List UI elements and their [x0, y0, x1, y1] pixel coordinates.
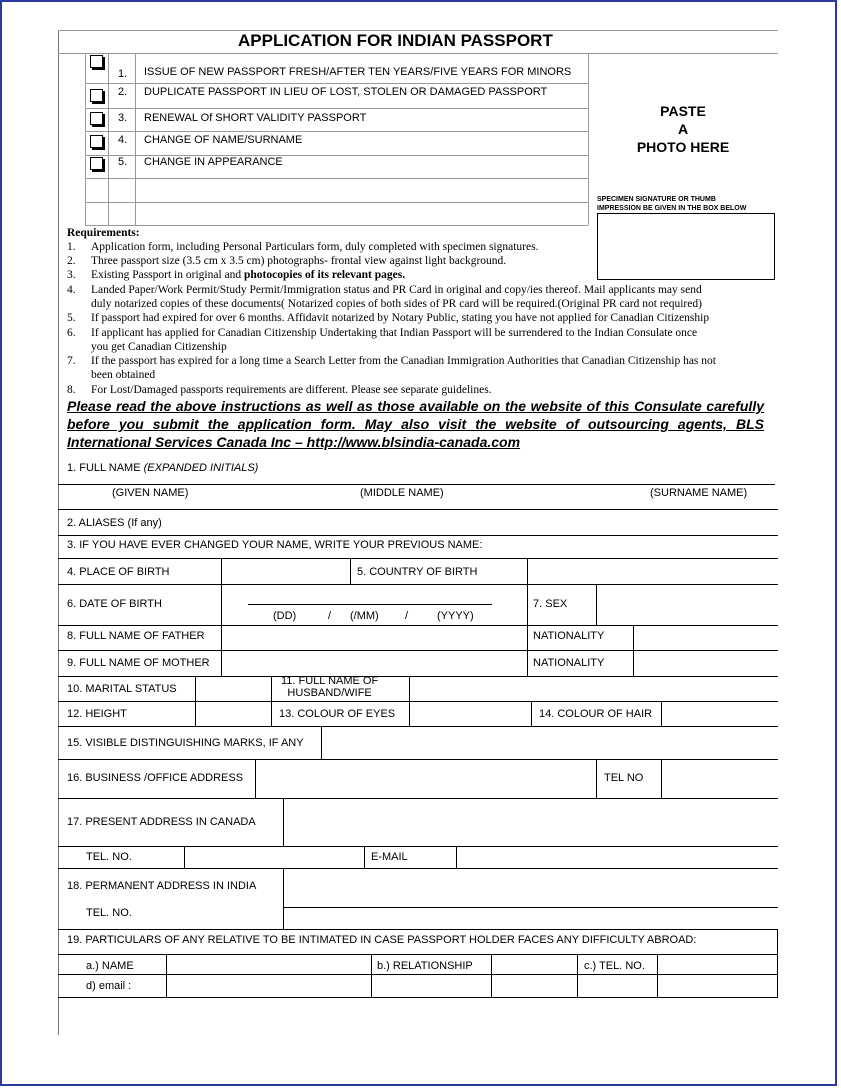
height-field[interactable]	[196, 702, 271, 726]
requirements-heading: Requirements:	[67, 227, 140, 239]
mother-nationality-field[interactable]	[634, 651, 776, 676]
sex-label: 7. SEX	[533, 598, 568, 610]
father-nationality-field[interactable]	[634, 626, 776, 650]
title-bottom-rule	[58, 53, 778, 54]
req-4-num: 4.	[67, 284, 76, 296]
req-3-num: 3.	[67, 269, 76, 281]
req-1-text: Application form, including Personal Particulars form, duly completed with specimen signatures.	[91, 241, 539, 253]
req-8-text: For Lost/Damaged passports requirements are different. Please see separate guidelines.	[91, 384, 492, 396]
option-5-number: 5.	[118, 156, 128, 168]
mother-label: 9. FULL NAME OF MOTHER	[67, 657, 210, 669]
option-1-checkbox[interactable]	[90, 55, 103, 68]
req-2-text: Three passport size (3.5 cm x 3.5 cm) photographs- frontal view against light background.	[91, 255, 507, 267]
business-tel-label: TEL NO	[604, 772, 644, 784]
dob-label: 6. DATE OF BIRTH	[67, 598, 162, 610]
business-tel-field[interactable]	[662, 760, 776, 798]
present-address-label: 17. PRESENT ADDRESS IN CANADA	[67, 816, 256, 828]
sex-field[interactable]	[597, 585, 776, 625]
permanent-address-label: 18. PERMANENT ADDRESS IN INDIA	[67, 880, 257, 892]
mother-name-field[interactable]	[222, 651, 527, 676]
marital-status-label: 10. MARITAL STATUS	[67, 683, 177, 695]
option-4-checkbox[interactable]	[90, 135, 103, 148]
eye-colour-label: 13. COLOUR OF EYES	[279, 708, 396, 720]
notice-line-2: before you submit the application form. May also visit the website of outsourcing agents, BLS	[67, 416, 764, 432]
req-7-num: 7.	[67, 355, 76, 367]
req-6-num: 6.	[67, 327, 76, 339]
option-2-checkbox[interactable]	[90, 89, 103, 102]
relative-name-label: a.) NAME	[86, 960, 134, 972]
option-3-checkbox[interactable]	[90, 112, 103, 125]
father-label: 8. FULL NAME OF FATHER	[67, 630, 205, 642]
req-4-cont: duly notarized copies of these documents( Notarized copies of both sides of PR card will be required.(Original PR card not required)	[91, 298, 702, 310]
relative-name-field[interactable]	[167, 955, 371, 974]
relative-email-label: d) email :	[86, 980, 132, 992]
middle-name-caption: (MIDDLE NAME)	[360, 487, 444, 499]
req-6-cont: you get Canadian Citizenship	[91, 341, 227, 353]
option-3-label: RENEWAL Of SHORT VALIDITY PASSPORT	[144, 112, 367, 124]
req-3-text: Existing Passport in original and photocopies of its relevant pages.	[91, 269, 406, 281]
notice-line-3: International Services Canada Inc – http://www.blsindia-canada.com	[67, 434, 521, 450]
given-name-caption: (GIVEN NAME)	[112, 487, 189, 499]
form-title: APPLICATION FOR INDIAN PASSPORT	[238, 31, 553, 50]
email-field[interactable]	[457, 847, 776, 868]
relative-email-field[interactable]	[167, 975, 776, 997]
option-4-number: 4.	[118, 134, 128, 146]
dob-year-caption: (YYYY)	[437, 610, 474, 622]
relative-relationship-label: b.) RELATIONSHIP	[377, 960, 473, 972]
relative-label: 19. PARTICULARS OF ANY RELATIVE TO BE INTIMATED IN CASE PASSPORT HOLDER FACES ANY DIFFICULTY ABROAD:	[67, 934, 697, 946]
signature-box[interactable]	[597, 213, 775, 280]
marks-label: 15. VISIBLE DISTINGUISHING MARKS, IF ANY	[67, 737, 304, 749]
full-name-label: 1. FULL NAME (EXPANDED INITIALS)	[67, 462, 259, 474]
email-label: E-MAIL	[371, 851, 408, 863]
marital-status-field[interactable]	[196, 677, 271, 701]
relative-tel-label: c.) TEL. NO.	[584, 960, 645, 972]
marks-field[interactable]	[322, 727, 776, 759]
req-2-num: 2.	[67, 255, 76, 267]
relative-relationship-field[interactable]	[492, 955, 577, 974]
option-2-label: DUPLICATE PASSPORT IN LIEU OF LOST, STOLEN OR DAMAGED PASSPORT	[144, 86, 548, 98]
full-name-line[interactable]	[58, 484, 775, 485]
spouse-name-field[interactable]	[410, 677, 776, 701]
father-name-field[interactable]	[222, 626, 527, 650]
option-4-label: CHANGE OF NAME/SURNAME	[144, 134, 303, 146]
dob-slash-2: /	[405, 610, 409, 622]
req-4-text: Landed Paper/Work Permit/Study Permit/Immigration status and PR Card in original and copy/ies thereof. Mail applicants may send	[91, 284, 702, 296]
req-7-text: If the passport has expired for a long time a Search Letter from the Canadian Immigration Authorities that Canadian Citizenship has not	[91, 355, 716, 367]
present-address-field[interactable]	[284, 799, 776, 846]
hair-colour-label: 14. COLOUR OF HAIR	[539, 708, 653, 720]
req-5-text: If passport had expired for over 6 months. Affidavit notarized by Notary Public, stating you have not applied for Canadian Citizenship	[91, 312, 710, 324]
place-of-birth-field[interactable]	[222, 559, 350, 584]
option-5-label: CHANGE IN APPEARANCE	[144, 156, 283, 168]
present-tel-field[interactable]	[185, 847, 364, 868]
req-8-num: 8.	[67, 384, 76, 396]
business-address-field[interactable]	[256, 760, 596, 798]
req-6-text: If applicant has applied for Canadian Citizenship Undertaking that Indian Passport will be surrendered to the Indian Consulate once	[91, 327, 698, 339]
height-label: 12. HEIGHT	[67, 708, 127, 720]
permanent-address-field[interactable]	[284, 869, 776, 929]
country-of-birth-field[interactable]	[528, 559, 776, 584]
father-nationality-label: NATIONALITY	[533, 630, 605, 642]
dob-slash-1: /	[328, 610, 332, 622]
hair-colour-field[interactable]	[662, 702, 776, 726]
option-5-checkbox[interactable]	[90, 157, 103, 170]
aliases-label: 2. ALIASES (If any)	[67, 517, 162, 529]
option-2-number: 2.	[118, 86, 128, 98]
place-of-birth-label: 4. PLACE OF BIRTH	[67, 566, 170, 578]
present-tel-label: TEL. NO.	[86, 851, 132, 863]
relative-tel-field[interactable]	[658, 955, 776, 974]
dob-field[interactable]	[248, 604, 492, 605]
signature-caption: SPECIMEN SIGNATURE OR THUMB IMPRESSION BE GIVEN IN THE BOX BELOW	[597, 196, 747, 212]
req-1-num: 1.	[67, 241, 76, 253]
option-3-number: 3.	[118, 112, 128, 124]
dob-day-caption: (DD)	[273, 610, 297, 622]
previous-name-label: 3. IF YOU HAVE EVER CHANGED YOUR NAME, WRITE YOUR PREVIOUS NAME:	[67, 539, 483, 551]
mother-nationality-label: NATIONALITY	[533, 657, 605, 669]
photo-placeholder: PASTE A PHOTO HERE	[636, 103, 730, 155]
eye-colour-field[interactable]	[410, 702, 531, 726]
req-7-cont: been obtained	[91, 369, 156, 381]
surname-caption: (SURNAME NAME)	[650, 487, 748, 499]
dob-month-caption: (/MM)	[350, 610, 379, 622]
option-1-number: 1.	[118, 68, 128, 80]
country-of-birth-label: 5. COUNTRY OF BIRTH	[357, 566, 478, 578]
business-address-label: 16. BUSINESS /OFFICE ADDRESS	[67, 772, 244, 784]
notice-line-1: Please read the above instructions as well as those available on the website of this Consulate carefully	[67, 398, 764, 414]
spouse-label: 11. FULL NAME OF HUSBAND/WIFE	[281, 675, 379, 699]
option-1-label: ISSUE OF NEW PASSPORT FRESH/AFTER TEN YEARS/FIVE YEARS FOR MINORS	[144, 66, 572, 78]
permanent-tel-label: TEL. NO.	[86, 907, 132, 919]
req-5-num: 5.	[67, 312, 76, 324]
